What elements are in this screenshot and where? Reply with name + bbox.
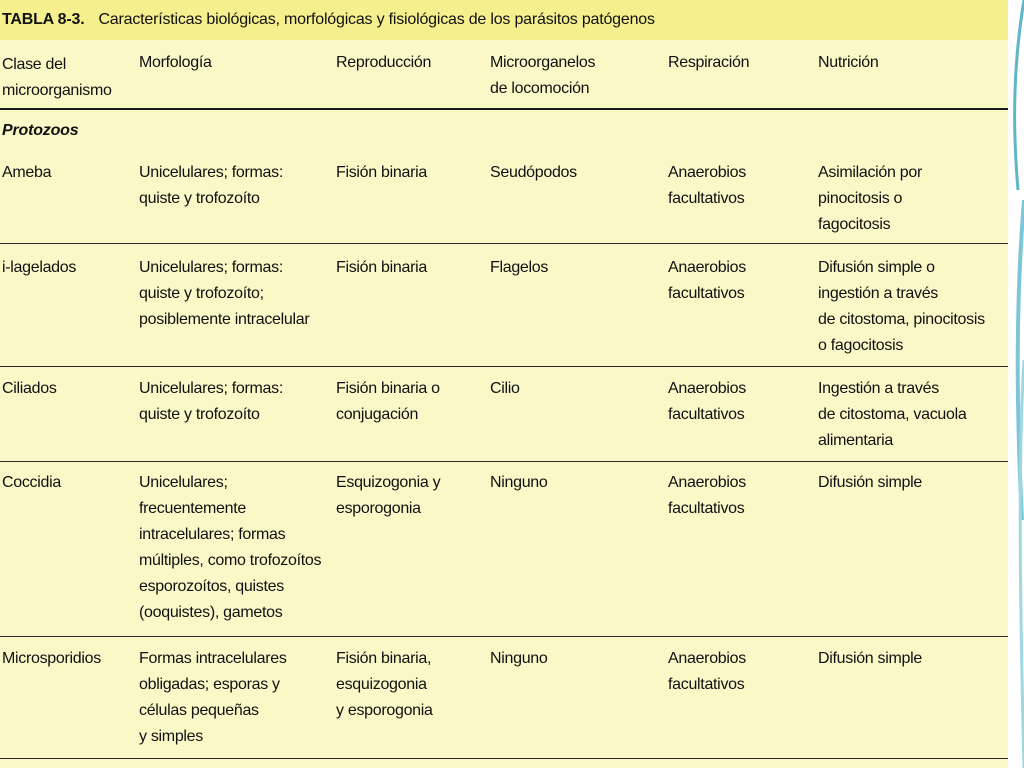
table-title: Características biológicas, morfológicas y fisiológicas de los parásitos patógenos xyxy=(98,11,655,28)
cell-line: Anaerobios xyxy=(668,474,746,491)
header-class xyxy=(2,52,112,104)
table-row xyxy=(0,255,1008,395)
cell-line: conjugación xyxy=(336,406,419,423)
cell-nutrition xyxy=(818,376,966,454)
table-row xyxy=(0,646,1008,766)
header-respiration-line-1: Respiración xyxy=(668,54,750,71)
header-locomotion-line-1: Microorganelos xyxy=(490,54,596,71)
cell-locomotion xyxy=(490,255,548,281)
cell-line: esporogonia xyxy=(336,500,421,517)
row-rule xyxy=(0,461,1008,462)
cell-reproduction xyxy=(336,470,440,522)
cell-morphology xyxy=(139,255,309,333)
header-locomotion-line-2: de locomoción xyxy=(490,80,590,97)
cell-line: fagocitosis xyxy=(818,216,891,233)
cell-nutrition xyxy=(818,160,922,238)
cell-line: Anaerobios xyxy=(668,650,746,667)
cell-line: Ameba xyxy=(2,164,52,181)
cell-line: facultativos xyxy=(668,676,745,693)
cell-line: Anaerobios xyxy=(668,259,746,276)
cell-respiration xyxy=(668,255,746,307)
cell-line: posiblemente intracelular xyxy=(139,311,310,328)
cell-nutrition xyxy=(818,646,922,672)
row-rule xyxy=(0,366,1008,367)
cell-reproduction xyxy=(336,376,440,428)
cell-line: Unicelulares; xyxy=(139,474,228,491)
cell-line: facultativos xyxy=(668,190,745,207)
decorative-side-strip xyxy=(1008,0,1024,768)
cell-line: Unicelulares; formas: xyxy=(139,380,283,397)
cell-line: de citostoma, pinocitosis xyxy=(818,311,985,328)
cell-class xyxy=(2,160,51,186)
cell-class xyxy=(2,470,61,496)
cell-line: frecuentemente xyxy=(139,500,246,517)
header-reproduction xyxy=(336,50,431,76)
cell-line: facultativos xyxy=(668,500,745,517)
cell-line: Fisión binaria o xyxy=(336,380,440,397)
row-rule xyxy=(0,243,1008,244)
cell-line: Difusión simple xyxy=(818,650,922,667)
cell-respiration xyxy=(668,376,746,428)
cell-line: Coccidia xyxy=(2,474,61,491)
cell-line: Cilio xyxy=(490,380,520,397)
cell-line: quiste y trofozoíto; xyxy=(139,285,264,302)
header-reproduction-line-1: Reproducción xyxy=(336,54,432,71)
cell-line: facultativos xyxy=(668,406,745,423)
cell-line: Flagelos xyxy=(490,259,549,276)
header-rule xyxy=(0,108,1008,110)
row-rule xyxy=(0,636,1008,637)
cell-line: intracelulares; formas xyxy=(139,526,286,543)
cell-line: Fisión binaria xyxy=(336,164,427,181)
cell-line: quiste y trofozoíto xyxy=(139,406,260,423)
cell-line: Difusión simple o xyxy=(818,259,935,276)
cell-locomotion xyxy=(490,376,520,402)
header-class-line-1: Clase del xyxy=(2,56,67,73)
cell-line: ingestión a través xyxy=(818,285,939,302)
cell-line: múltiples, como trofozoítos xyxy=(139,552,322,569)
header-nutrition-line-1: Nutrición xyxy=(818,54,879,71)
cell-line: Ninguno xyxy=(490,650,548,667)
cell-morphology xyxy=(139,470,321,626)
row-rule xyxy=(0,758,1008,759)
cell-line: Ingestión a través xyxy=(818,380,939,397)
header-nutrition xyxy=(818,50,878,76)
header-locomotion xyxy=(490,50,595,102)
cell-line: Ninguno xyxy=(490,474,548,491)
cell-line: Anaerobios xyxy=(668,380,746,397)
cell-line: pinocitosis o xyxy=(818,190,903,207)
header-morphology-line-1: Morfología xyxy=(139,54,212,71)
cell-morphology xyxy=(139,376,283,428)
section-label: Protozoos xyxy=(2,122,79,139)
cell-line: esquizogonia xyxy=(336,676,427,693)
cell-respiration xyxy=(668,160,746,212)
cell-line: Seudópodos xyxy=(490,164,577,181)
cell-line: (ooquistes), gametos xyxy=(139,604,283,621)
cell-reproduction xyxy=(336,646,433,724)
cell-line: Ciliados xyxy=(2,380,57,397)
decorative-curve-icon xyxy=(1008,0,1024,768)
cell-line: Fisión binaria, xyxy=(336,650,432,667)
cell-line: alimentaria xyxy=(818,432,893,449)
cell-line: y esporogonia xyxy=(336,702,433,719)
cell-locomotion xyxy=(490,160,577,186)
header-class-line-2: microorganismo xyxy=(2,82,112,99)
cell-line: Asimilación por xyxy=(818,164,922,181)
cell-line: Fisión binaria xyxy=(336,259,427,276)
header-morphology xyxy=(139,50,212,76)
cell-class xyxy=(2,646,101,672)
cell-morphology xyxy=(139,160,283,212)
cell-locomotion xyxy=(490,646,548,672)
cell-line: células pequeñas xyxy=(139,702,259,719)
cell-morphology xyxy=(139,646,287,750)
cell-line: y simples xyxy=(139,728,203,745)
cell-line: quiste y trofozoíto xyxy=(139,190,260,207)
cell-line: o fagocitosis xyxy=(818,337,904,354)
cell-line: Unicelulares; formas: xyxy=(139,259,283,276)
cell-reproduction xyxy=(336,160,427,186)
cell-respiration xyxy=(668,646,746,698)
cell-line: Anaerobios xyxy=(668,164,746,181)
cell-line: Formas intracelulares xyxy=(139,650,287,667)
table-title-bar xyxy=(0,0,1008,40)
cell-line: de citostoma, vacuola xyxy=(818,406,967,423)
cell-nutrition xyxy=(818,470,922,496)
cell-line: Esquizogonia y xyxy=(336,474,441,491)
table-row xyxy=(0,470,1008,640)
cell-nutrition xyxy=(818,255,985,359)
cell-reproduction xyxy=(336,255,427,281)
cell-line: facultativos xyxy=(668,285,745,302)
cell-class xyxy=(2,376,57,402)
table-number: TABLA 8-3. xyxy=(2,11,85,28)
header-respiration xyxy=(668,50,749,76)
cell-class xyxy=(2,255,76,281)
cell-line: Microsporidios xyxy=(2,650,101,667)
cell-line: Unicelulares; formas: xyxy=(139,164,283,181)
cell-line: esporozoítos, quistes xyxy=(139,578,284,595)
cell-line: Difusión simple xyxy=(818,474,922,491)
cell-locomotion xyxy=(490,470,548,496)
header-row xyxy=(0,40,1008,110)
cell-line: i-lagelados xyxy=(2,259,77,276)
cell-line: obligadas; esporas y xyxy=(139,676,280,693)
cell-respiration xyxy=(668,470,746,522)
